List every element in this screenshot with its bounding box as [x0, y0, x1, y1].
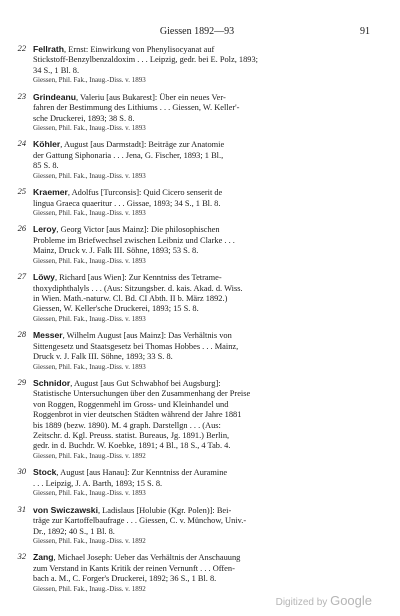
entry-dissertation-note: Giessen, Phil. Fak., Inaug.-Diss. v. 1892 [33, 536, 146, 545]
entry-author: von Swiczawski [33, 504, 98, 515]
entry-line [33, 574, 371, 584]
entry-author: Grindeanu [33, 91, 76, 102]
entry-line-text: Mainz, Druck v. J. Falk III. Söhne, 1893; 53 S. 8. [33, 246, 199, 256]
entry-line: Köhler, August [aus Darmstadt]: Beiträge zur Anatomie [33, 139, 225, 150]
bibliography-list [0, 44, 400, 600]
entry-line [33, 527, 371, 537]
entry-line-text: Stickstoff-Benzylbenzaldoxim . . . Leipzig, gedr. bei E. Polz, 1893; [33, 55, 258, 65]
entry-line [33, 431, 371, 441]
entry-line [33, 352, 371, 362]
entry-number: 27 [17, 272, 26, 282]
entry-line-text: fahren der Bestimmung des Lithiums . . . Giessen, W. Keller'- [33, 103, 240, 113]
entry-dissertation-note: Giessen, Phil. Fak., Inaug.-Diss. v. 1893 [33, 489, 146, 498]
entry-line: Leroy, Georg Victor [aus Mainz]: Die philosophischen [33, 224, 220, 235]
entry-line: Löwy, Richard [aus Wien]: Zur Kenntniss des Tetrame- [33, 272, 222, 283]
entry-line-text: Adolfus [Turconsis]: Quid Cicero senserit de [71, 188, 223, 198]
entry-line-text: Probleme im Briefwechsel zwischen Leibniz und Clarke . . . [33, 235, 235, 245]
entry-line [33, 342, 371, 352]
entry-line [33, 479, 371, 489]
bibliography-entry [0, 467, 400, 498]
entry-line-text: Ladislaus [Holubie (Kgr. Polen)]: Bei- [102, 505, 232, 515]
bibliography-entry [0, 505, 400, 547]
entry-line-text: Michael Joseph: Ueber das Verhältnis der Anschauung [57, 553, 241, 563]
watermark-prefix: Digitized by [275, 597, 328, 608]
entry-text [33, 272, 371, 324]
entry-line: Schnidor, August [aus Gut Schwabhof bei Augsburg]: [33, 378, 221, 389]
entry-author: Schnidor [33, 378, 71, 389]
entry-line-text: lingua Graeca quaeritur . . . Gissae, 1893; 34 S., 1 Bl. 8. [33, 198, 221, 208]
entry-author: Löwy [33, 272, 55, 283]
entry-dissertation-note: Giessen, Phil. Fak., Inaug.-Diss. v. 1893 [33, 362, 146, 371]
entry-line [33, 161, 371, 171]
entry-line [33, 400, 371, 410]
entry-author: Stock [33, 467, 57, 478]
entry-line [33, 246, 371, 256]
entry-line-text: Giessen, W. Keller'sche Druckerei, 1893; 15 S. 8. [33, 304, 199, 314]
entry-line-text: Dr., 1892; 40 S., 1 Bl. 8. [33, 526, 115, 536]
entry-number: 22 [17, 44, 26, 53]
entry-line-text: sche Druckerei, 1893; 38 S. 8. [33, 113, 135, 123]
entry-line-text: bis 1889 (bezw. 1890). M. 4 graph. Darstellgn . . . (Aus: [33, 420, 221, 430]
entry-line: Grindeanu, Valeriu [aus Bukarest]: Über ein neues Ver- [33, 91, 226, 102]
entry-text [33, 467, 371, 498]
bibliography-entry [0, 187, 400, 218]
entry-line [33, 441, 371, 451]
entry-line [33, 114, 371, 124]
entry-line-text: Georg Victor [aus Mainz]: Die philosophischen [60, 225, 220, 235]
entry-number: 25 [17, 187, 26, 197]
entry-author: Leroy [33, 224, 57, 235]
entry-line [33, 564, 371, 574]
entry-text [33, 139, 371, 181]
digitized-watermark [276, 593, 372, 608]
entry-dissertation-note: Giessen, Phil. Fak., Inaug.-Diss. v. 1893 [33, 171, 146, 180]
entry-line-text: August [aus Darmstadt]: Beiträge zur Anatomie [63, 140, 225, 150]
entry-line-text: Wilhelm August [aus Mainz]: Das Verhältnis von [66, 331, 232, 341]
entry-line-text: Roggenbrot in vier deutschen Städten während der Jahre 1881 [33, 410, 242, 420]
bibliography-entry [0, 139, 400, 181]
entry-line-text: thoxydiphthalyls . . . (Aus: Sitzungsber. d. kais. Akad. d. Wiss. [33, 283, 243, 293]
entry-line [33, 294, 371, 304]
entry-line-text: der Gattung Siphonaria . . . Jena, G. Fischer, 1893; 1 Bl., [33, 150, 224, 160]
entry-author: Köhler [33, 139, 61, 150]
entry-line: Zang, Michael Joseph: Ueber das Verhältnis der Anschauung [33, 552, 241, 563]
entry-line-text: Valeriu [aus Bukarest]: Über ein neues Ver- [80, 92, 226, 102]
entry-text [33, 44, 371, 86]
entry-line-text: Druck v. J. Falk III. Söhne, 1893; 33 S. 8. [33, 352, 173, 362]
entry-line-text: Zeitschr. d. Kgl. Preuss. statist. Bureaus, Jg. 1891.) Berlin, [33, 431, 230, 441]
entry-line [33, 389, 371, 399]
entry-line-text: 85 S. 8. [33, 161, 59, 171]
page-number: 91 [360, 26, 370, 37]
entry-author: Fellrath [33, 44, 65, 54]
entry-author: Messer [33, 330, 63, 341]
entry-line-text: bach a. M., C. Forger's Druckerei, 1892; 36 S., 1 Bl. 8. [33, 574, 217, 584]
entry-line-text: 34 S., 1 Bl. 8. [33, 65, 80, 75]
entry-line [33, 516, 371, 526]
bibliography-entry [0, 224, 400, 266]
entry-line [33, 421, 371, 431]
entry-line-text: Richard [aus Wien]: Zur Kenntniss des Tetrame- [59, 273, 222, 283]
entry-line-text: von Roggen, Roggenmehl im Gross- und Kleinhandel und [33, 399, 229, 409]
entry-text [33, 330, 371, 372]
bibliography-entry [0, 44, 400, 86]
entry-line [33, 151, 371, 161]
entry-dissertation-note: Giessen, Phil. Fak., Inaug.-Diss. v. 1892 [33, 584, 146, 593]
entry-number: 29 [17, 378, 26, 388]
entry-text [33, 224, 371, 266]
entry-dissertation-note: Giessen, Phil. Fak., Inaug.-Diss. v. 1893 [33, 123, 146, 132]
entry-number: 26 [17, 224, 26, 234]
entry-line: von Swiczawski, Ladislaus [Holubie (Kgr. Polen)]: Bei- [33, 504, 232, 515]
entry-line-text: träge zur Kartoffelbaufrage . . . Giessen, C. v. Münchow, Univ.- [33, 516, 247, 526]
entry-dissertation-note: Giessen, Phil. Fak., Inaug.-Diss. v. 1892 [33, 451, 146, 460]
watermark-brand: Google [330, 593, 372, 608]
entry-line [33, 410, 371, 420]
entry-number: 24 [17, 139, 26, 149]
entry-dissertation-note: Giessen, Phil. Fak., Inaug.-Diss. v. 1893 [33, 76, 146, 85]
entry-text [33, 92, 371, 134]
entry-line-text: Sittengesetz und Staatsgesetz bei Thomas Hobbes . . . Mainz, [33, 341, 239, 351]
entry-line-text: zum Verstand in Kants Kritik der reinen Vernunft . . . Offen- [33, 563, 235, 573]
entry-line-text: gedr. in d. Buchdr. W. Koebke, 1891; 4 Bl., 18 S., 4 Tab. 4. [33, 441, 231, 451]
page-header [24, 26, 370, 40]
entry-line-text: . . . Leipzig, J. A. Barth, 1893; 15 S. 8. [33, 478, 163, 488]
entry-line [33, 304, 371, 314]
entry-dissertation-note: Giessen, Phil. Fak., Inaug.-Diss. v. 1893 [33, 314, 146, 323]
entry-number: 32 [17, 552, 26, 562]
entry-line: Messer, Wilhelm August [aus Mainz]: Das Verhältnis von [33, 330, 232, 341]
entry-line: Kraemer, Adolfus [Turconsis]: Quid Cicero senserit de [33, 187, 223, 198]
entry-text [33, 505, 371, 547]
entry-line-text: August [aus Hanau]: Zur Kenntniss der Auramine [60, 468, 228, 478]
entry-line [33, 284, 371, 294]
entry-number: 30 [17, 467, 26, 477]
entry-line: Stock, August [aus Hanau]: Zur Kenntniss der Auramine [33, 467, 228, 478]
entry-line [33, 66, 371, 76]
entry-line-text: in Wien. Math.-naturw. Cl. Bd. CI Abth. II b. März 1892.) [33, 294, 228, 303]
bibliography-entry [0, 552, 400, 594]
entry-number: 31 [17, 504, 26, 514]
bibliography-entry [0, 92, 400, 134]
entry-author: Kraemer [33, 187, 68, 198]
entry-text [33, 187, 371, 218]
entry-line: Fellrath, Ernst: Einwirkung von Phenylisocyanat auf [33, 44, 215, 54]
entry-number: 23 [17, 91, 26, 101]
entry-text [33, 552, 371, 594]
entry-dissertation-note: Giessen, Phil. Fak., Inaug.-Diss. v. 1893 [33, 256, 146, 265]
entry-line [33, 199, 371, 209]
bibliography-entry [0, 378, 400, 461]
entry-line-text: Ernst: Einwirkung von Phenylisocyanat auf [68, 45, 215, 54]
entry-text [33, 378, 371, 461]
bibliography-entry [0, 330, 400, 372]
entry-line-text: August [aus Gut Schwabhof bei Augsburg]: [73, 379, 221, 389]
entry-dissertation-note: Giessen, Phil. Fak., Inaug.-Diss. v. 1893 [33, 208, 146, 217]
entry-author: Zang [33, 552, 54, 563]
entry-line [33, 55, 371, 65]
entry-line [33, 103, 371, 113]
entry-number: 28 [17, 330, 26, 340]
running-title: Giessen 1892—93 [159, 26, 235, 37]
bibliography-entry [0, 272, 400, 324]
entry-line-text: Statistische Untersuchungen über den Zusammenhang der Preise [33, 389, 251, 399]
entry-line [33, 236, 371, 246]
